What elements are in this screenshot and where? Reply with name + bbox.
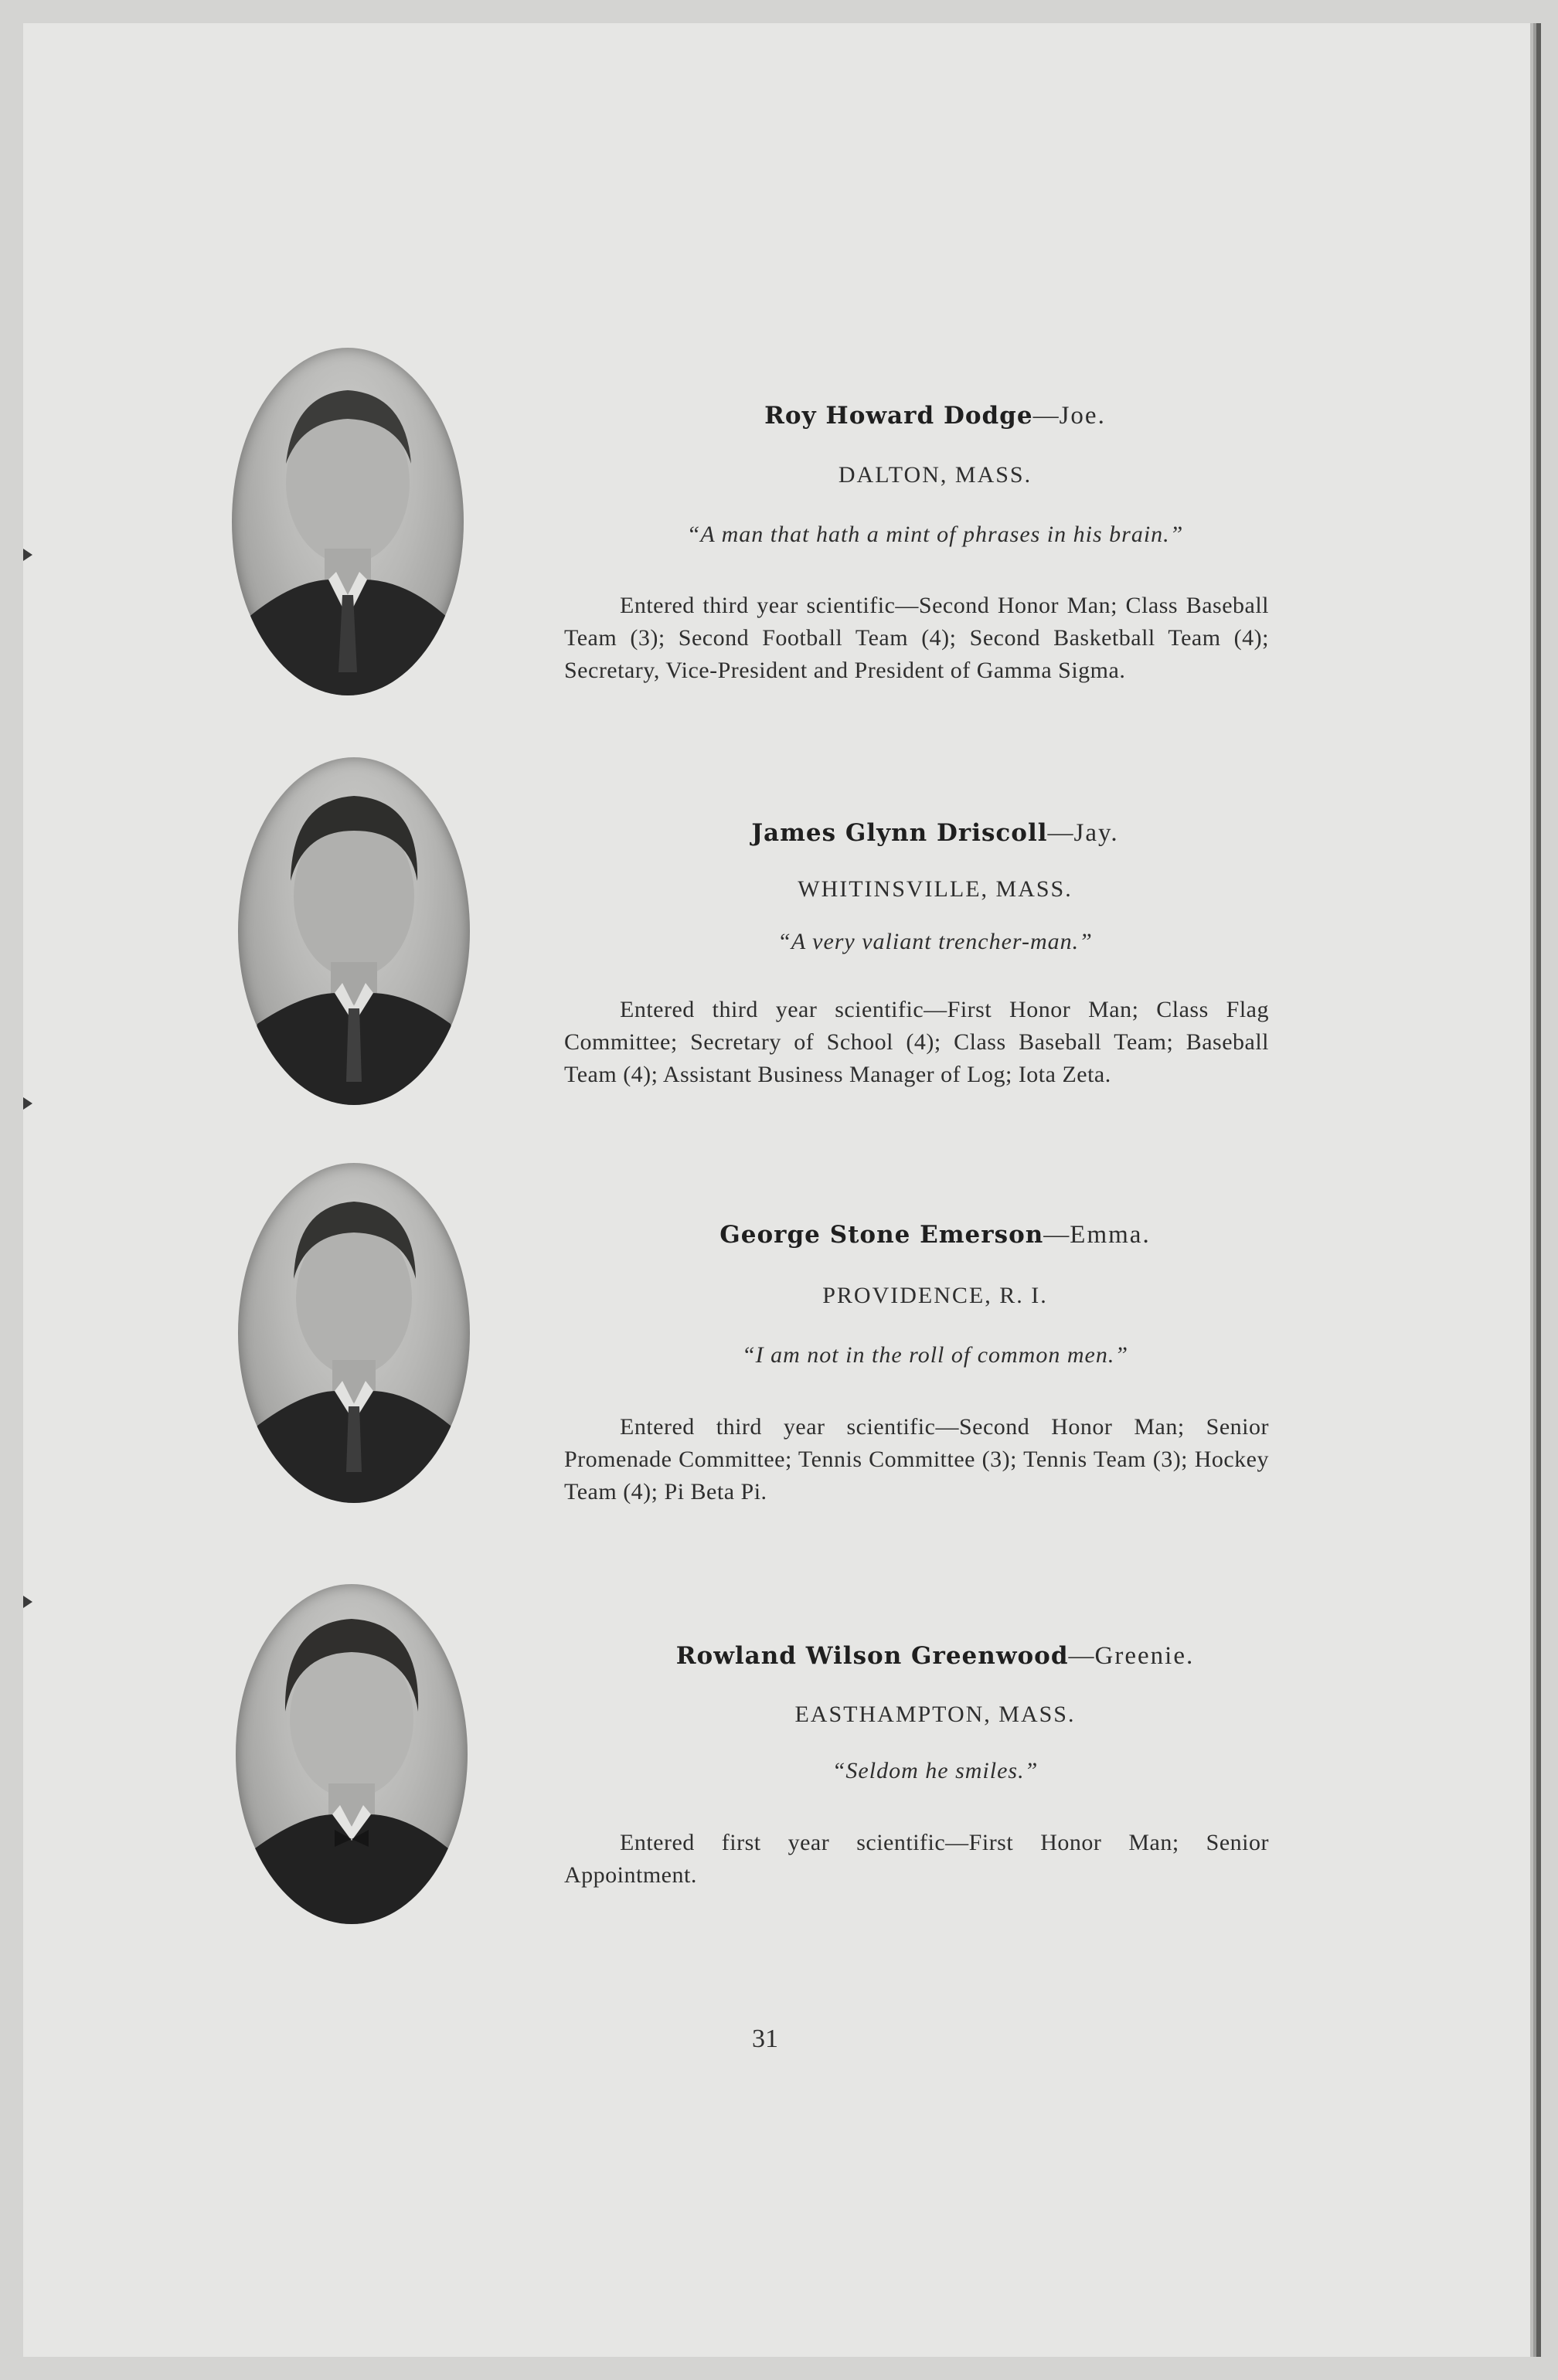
student-name-line <box>564 402 1306 430</box>
student-bio: Entered third year scientific—Second Honor Man; Senior Promenade Committee; Tennis Committee (3); Tennis Team (3); Hockey Team (4); Pi Beta Pi. <box>564 1414 1269 1504</box>
name-dash: — <box>1043 1221 1070 1249</box>
page-number: 31 <box>752 2025 778 2053</box>
student-quote: “A man that hath a mint of phrases in his brain.” <box>686 522 1184 547</box>
student-name: Roy Howard Dodge <box>764 402 1033 430</box>
student-nickname: Greenie. <box>1094 1642 1195 1670</box>
student-name-line <box>564 1221 1306 1250</box>
name-dash: — <box>1047 819 1074 847</box>
student-quote: “Seldom he smiles.” <box>832 1758 1039 1783</box>
student-nickname: Emma. <box>1070 1221 1151 1249</box>
binding-mark <box>23 549 32 561</box>
student-nickname: Joe. <box>1059 402 1106 430</box>
name-dash: — <box>1068 1642 1095 1670</box>
student-name-line <box>564 1642 1306 1671</box>
student-portrait <box>232 348 464 695</box>
student-name: Rowland Wilson Greenwood <box>675 1642 1069 1670</box>
binding-mark <box>23 1097 32 1110</box>
student-nickname: Jay. <box>1073 819 1119 847</box>
student-quote: “I am not in the roll of common men.” <box>741 1342 1129 1368</box>
student-hometown: PROVIDENCE, R. I. <box>822 1283 1048 1308</box>
yearbook-page <box>23 23 1530 2357</box>
student-name: James Glynn Driscoll <box>751 819 1048 847</box>
student-portrait <box>236 1584 468 1924</box>
binding-mark <box>23 1596 32 1608</box>
student-hometown: WHITINSVILLE, MASS. <box>798 876 1073 902</box>
student-name: George Stone Emerson <box>719 1221 1044 1249</box>
name-dash: — <box>1032 402 1060 430</box>
student-bio: Entered first year scientific—First Honor Man; Senior Appointment. <box>564 1830 1269 1888</box>
student-name-line <box>564 819 1306 848</box>
student-bio: Entered third year scientific—First Honor Man; Class Flag Committee; Secretary of School (4); Class Baseball Team; Baseball Team (4); Assistant Business Manager of Log; Iota Zeta. <box>564 997 1269 1087</box>
student-portrait <box>238 757 470 1105</box>
student-hometown: EASTHAMPTON, MASS. <box>794 1702 1076 1727</box>
student-quote: “A very valiant trencher-man.” <box>777 929 1093 954</box>
student-hometown: DALTON, MASS. <box>838 462 1032 488</box>
student-bio: Entered third year scientific—Second Honor Man; Class Baseball Team (3); Second Football Team (4); Second Basketball Team (4); Secretary, Vice-President and President of Gamma Sigma. <box>564 593 1269 683</box>
student-portrait <box>238 1163 470 1503</box>
